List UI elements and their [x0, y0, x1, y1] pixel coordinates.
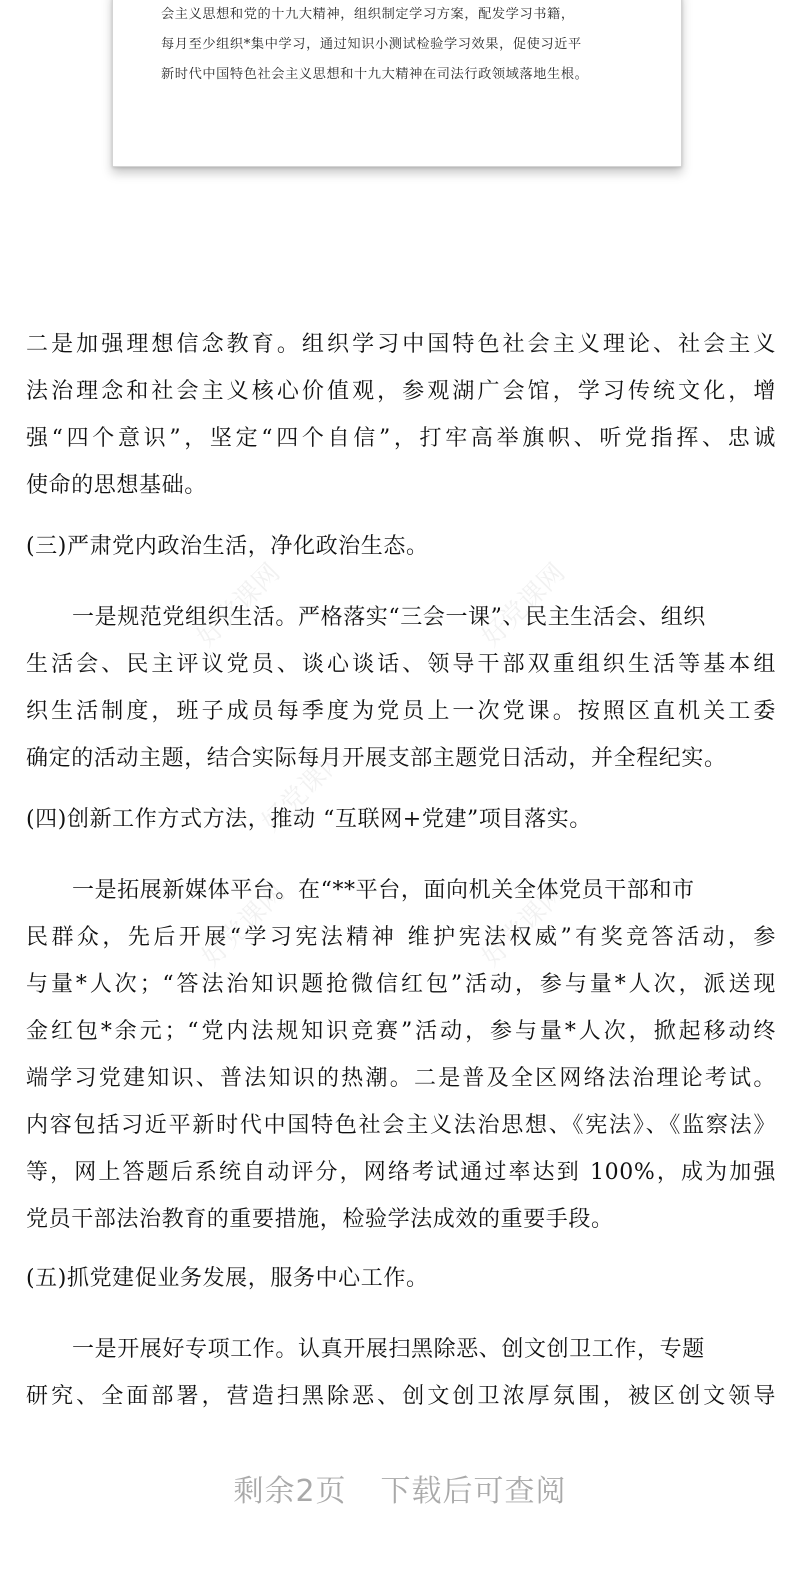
paragraph-line: 一是开展好专项工作。认真开展扫黑除恶、创文创卫工作，专题 [72, 1337, 705, 1362]
paragraph-line: 织生活制度，班子成员每季度为党员上一次党课。按照区直机关工委 [26, 699, 776, 724]
watermark: 好党课网 [476, 877, 572, 973]
paragraph-line: 强“四个意识”，坚定“四个自信”，打牢高举旗帜、听党指挥、忠诚 [26, 426, 776, 451]
paragraph-line: 一是规范党组织生活。严格落实“三会一课”、民主生活会、组织 [72, 605, 706, 630]
preview-line: 会主义思想和党的十九大精神，组织制定学习方案，配发学习书籍， [161, 7, 575, 22]
paragraph-line: 端学习党建知识、普法知识的热潮。二是普及全区网络法治理论考试。 [26, 1066, 776, 1091]
previous-page-preview [112, 0, 682, 167]
paragraph-line: 党员干部法治教育的重要措施，检验学法成效的重要手段。 [26, 1207, 614, 1232]
preview-line: 新时代中国特色社会主义思想和十九大精神在司法行政领域落地生根。 [161, 67, 589, 82]
remaining-pages-text: 剩余2页 [233, 1474, 347, 1509]
preview-line: 每月至少组织*集中学习，通过知识小测试检验学习效果，促使习近平 [161, 37, 582, 52]
paragraph-line: 内容包括习近平新时代中国特色社会主义法治思想、《宪法》、《监察法》 [26, 1113, 776, 1138]
section-heading: (四)创新工作方式方法，推动 “互联网+党建”项目落实。 [26, 807, 592, 832]
watermark: 好党课网 [476, 557, 572, 653]
download-to-view-banner[interactable] [0, 1468, 800, 1516]
section-heading: (三)严肃党内政治生活，净化政治生态。 [26, 534, 429, 559]
section-heading: (五)抓党建促业务发展，服务中心工作。 [26, 1266, 429, 1291]
paragraph-line: 研究、全面部署，营造扫黑除恶、创文创卫浓厚氛围，被区创文领导 [26, 1384, 776, 1409]
paragraph-line: 与量*人次；“答法治知识题抢微信红包”活动，参与量*人次，派送现 [26, 972, 776, 997]
paragraph-line: 民群众，先后开展“学习宪法精神 维护宪法权威”有奖竞答活动，参 [26, 925, 776, 950]
watermark: 好党课网 [196, 877, 292, 973]
download-to-view-text: 下载后可查阅 [380, 1474, 567, 1509]
paragraph-line: 等，网上答题后系统自动评分，网络考试通过率达到 100%，成为加强 [26, 1160, 776, 1185]
paragraph-line: 二是加强理想信念教育。组织学习中国特色社会主义理论、社会主义 [26, 332, 776, 357]
paragraph-line: 金红包*余元；“党内法规知识竞赛”活动，参与量*人次，掀起移动终 [26, 1019, 776, 1044]
paragraph-line: 确定的活动主题，结合实际每月开展支部主题党日活动，并全程纪实。 [26, 746, 727, 771]
paragraph-line: 法治理念和社会主义核心价值观，参观湖广会馆，学习传统文化，增 [26, 379, 776, 404]
watermark: 好党课网 [191, 557, 287, 653]
watermark: 好党课网 [256, 742, 352, 838]
paragraph-line: 使命的思想基础。 [26, 473, 207, 498]
paragraph-line: 一是拓展新媒体平台。在“**平台，面向机关全体党员干部和市 [72, 878, 695, 903]
paragraph-line: 生活会、民主评议党员、谈心谈话、领导干部双重组织生活等基本组 [26, 652, 776, 677]
